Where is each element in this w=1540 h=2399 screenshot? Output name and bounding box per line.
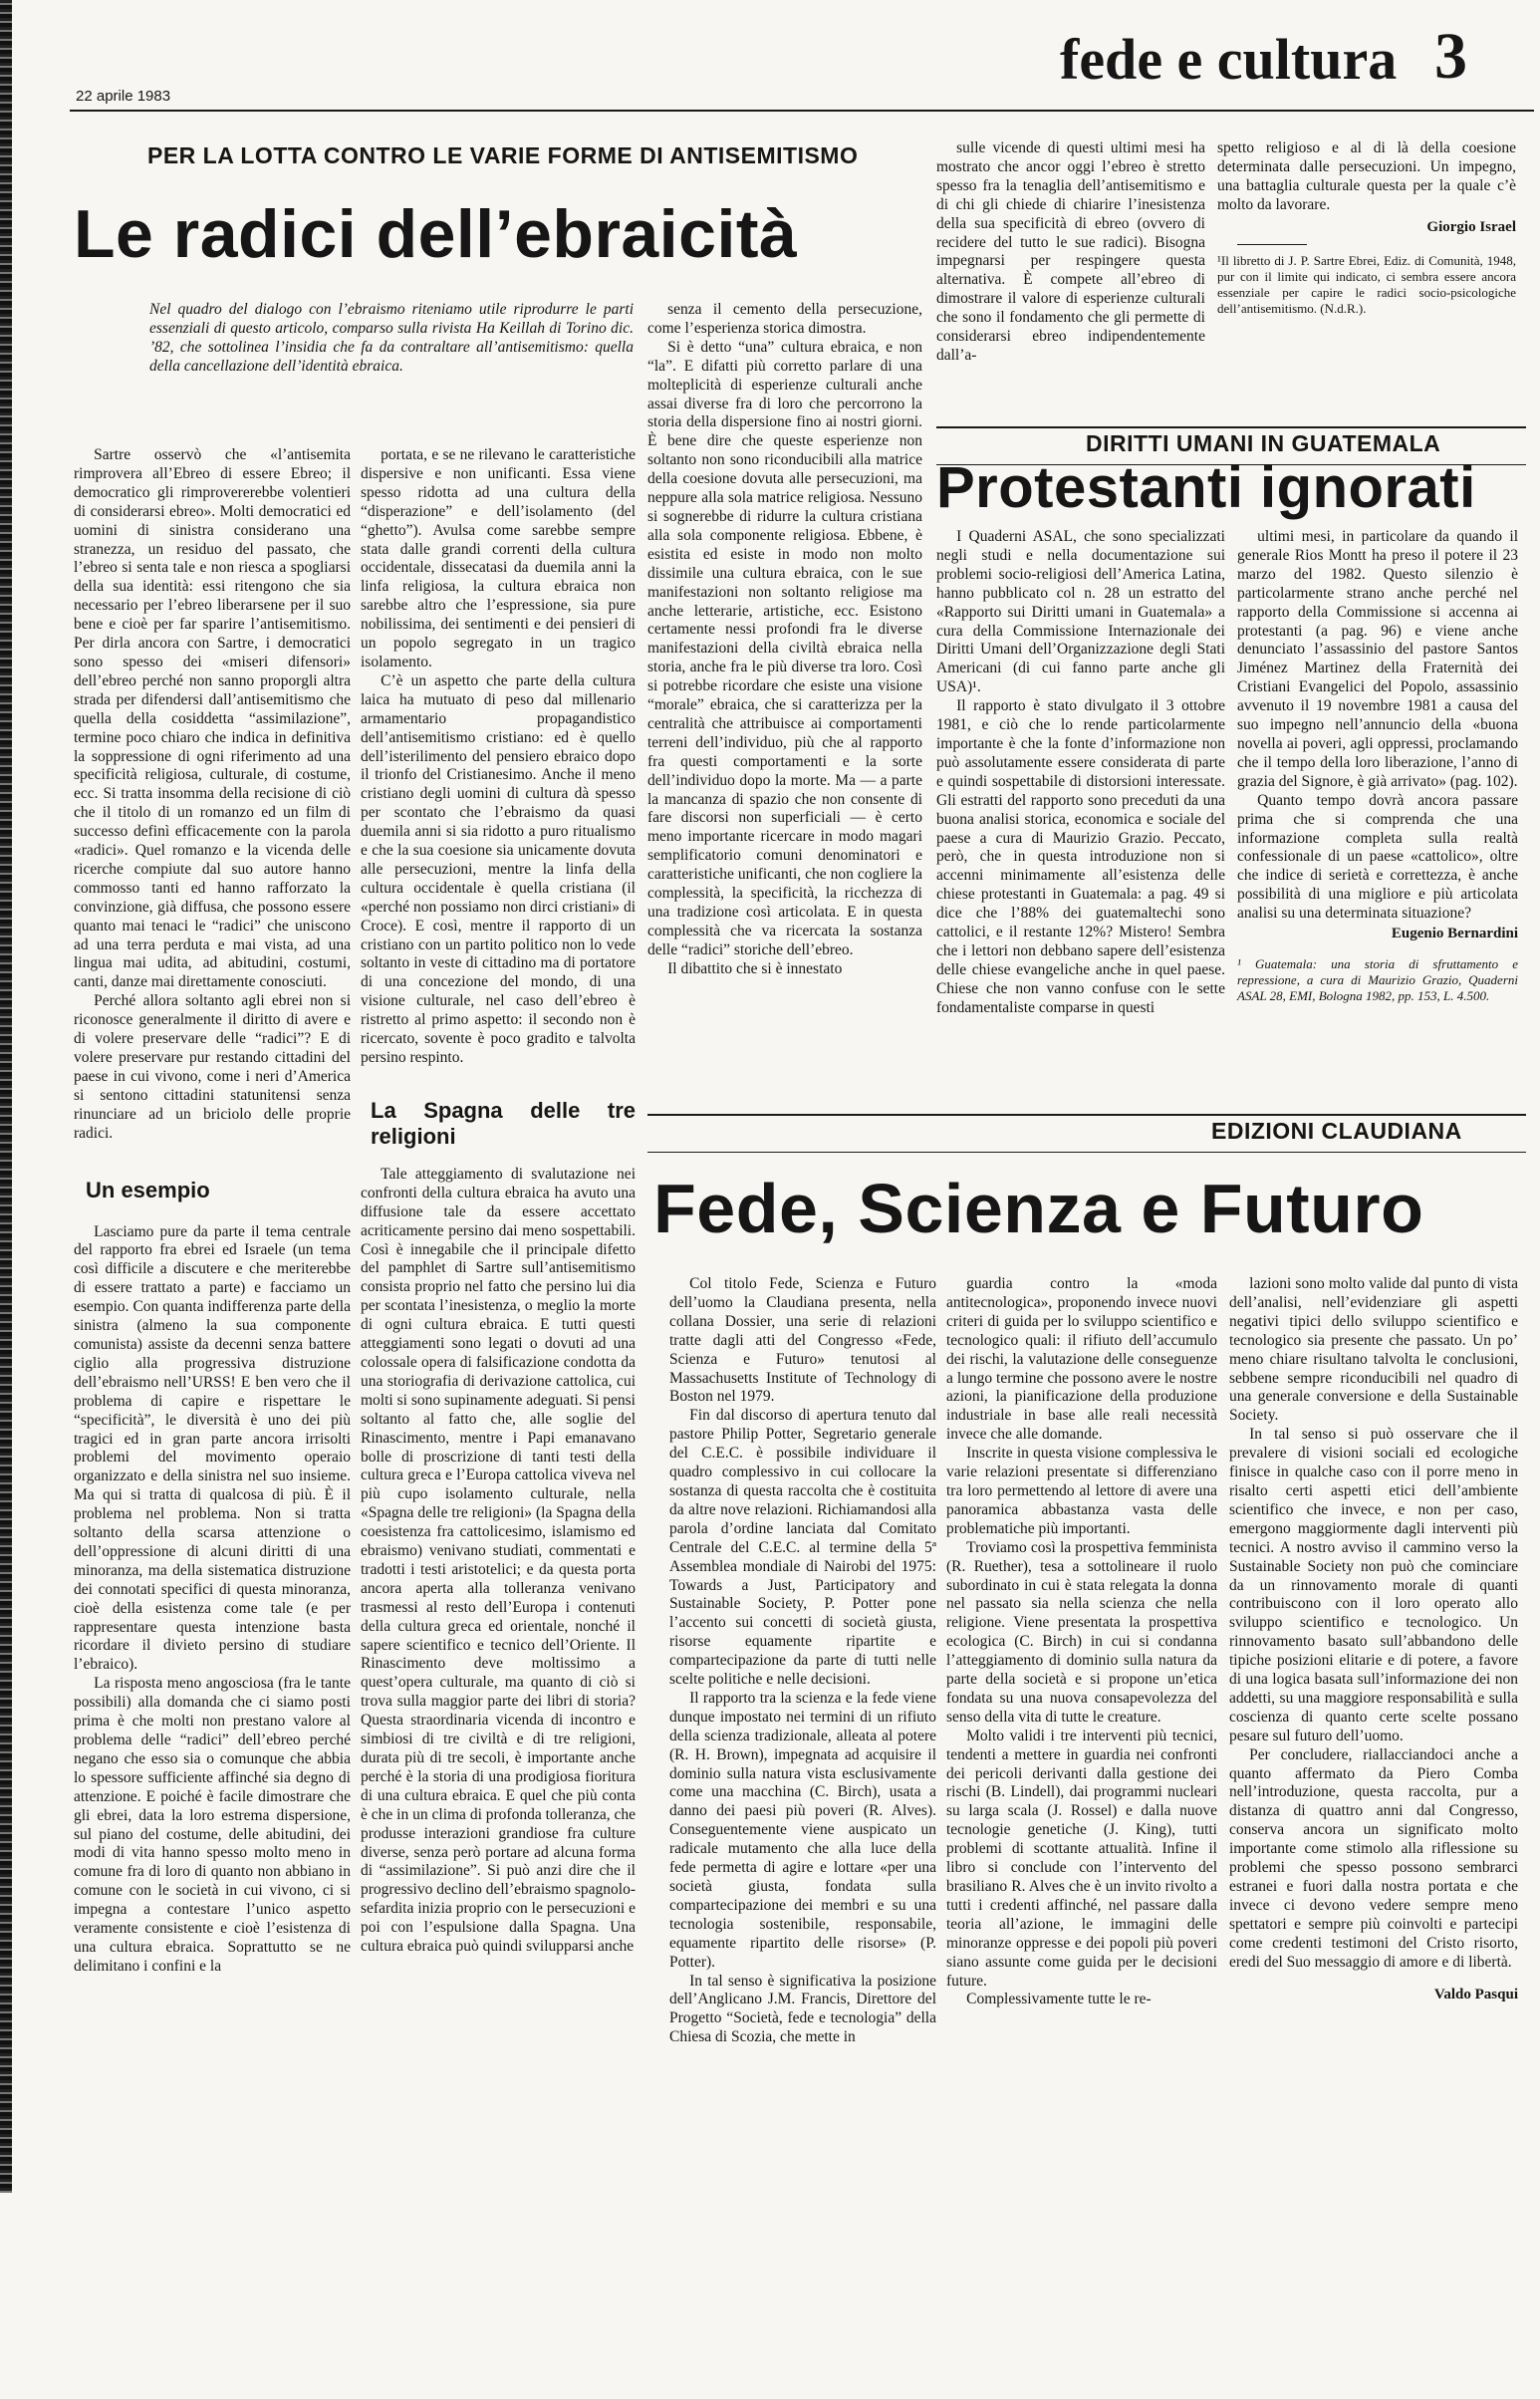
article2-column-2-text	[1237, 528, 1518, 924]
article1-column-2	[361, 446, 636, 2399]
paragraph: Quanto tempo dovrà ancora passare prima che si comprenda che una informazione completa sulla realtà confessionale di un paese «cattolico», oltre che indice di serietà e correttezza, è anche possibilità di una migliore e più articolata analisi su una determinata situazione?	[1237, 791, 1518, 923]
article3-column-1	[669, 1275, 936, 2152]
article2-kicker: DIRITTI UMANI IN GUATEMALA	[1086, 430, 1441, 456]
paragraph: Il dibattito che si è innestato	[667, 959, 843, 977]
paragraph: ultimi mesi, in particolare da quando il generale Rios Montt ha preso il potere il 23 marzo del 1982. Questo silenzio è particolarmente strano anche perché nel rapporto della Commissione si accenna ai protestanti (a pag. 96) e viene anche denunciato l’assassinio del pastore Santos Jiménez Martinez della Fraternità dei Cristiani Evangelici del Popolo, assassinio avvenuto il 19 novembre 1981 a causa del suo impegno nell’annuncio della «buona novella ai poveri, agli oppressi, proclamando che il tempo della loro liberazione, l’anno di grazia del Signore, è già arrivato» (pag. 102).	[1237, 528, 1518, 790]
article1-column-4	[936, 139, 1205, 428]
paragraph: portata, e se ne rilevano le caratteristiche dispersive e non unificanti. Essa viene spesso ridotta ad una cultura della “disperazione” e dell’isolamento (del “ghetto”). Avulsa come sarebbe sempre stata dalle grandi correnti della cultura occidentale, dissecatasi da duemila anni la linfa religiosa, la cultura ebraica non sarebbe altro che l’espressione, sia pure nobilissima, dei sentimenti e dei pensieri di un popolo segregato in un tragico isolamento.	[361, 446, 636, 670]
paragraph: Inscrite in questa visione complessiva le varie relazioni presentate si differenziano tra loro permettendo al lettore di avere una panoramica abbastanza vasta delle problematiche più importanti.	[946, 1445, 1217, 1537]
article1-title: Le radici dell’ebraicità	[74, 196, 798, 272]
article3-kicker-rule	[647, 1152, 1526, 1153]
article1-subhead-1: Un esempio	[86, 1177, 210, 1202]
masthead-rule	[70, 110, 1534, 112]
article1-footnote: ¹Il libretto di J. P. Sartre Ebrei, Ediz. di Comunità, 1948, pur con il limite qui indicato, ci sembra essere ancora essenziale per capire le radici socio-psicologiche dell’antisemitismo. (N.d.R.).	[1217, 252, 1516, 316]
footnote-rule	[1237, 244, 1307, 245]
issue-date: 22 aprile 1983	[76, 88, 171, 105]
paragraph: Perché allora soltanto agli ebrei non si riconosce generalmente il diritto di avere e di volere preservare delle “radici”? E di volere preservare pur restando cittadini del paese in cui vivono, come i neri d’America si sentono cittadini statunitensi senza rinunciare ad un briciolo delle proprie radici.	[74, 992, 351, 1142]
paragraph: La risposta meno angosciosa (fra le tante possibili) alla domanda che ci siamo posti prima è che molti non prestano valore al problema delle “radici” dell’ebreo perché negano che esso sia o comunque che abbia lo spessore sufficiente affinché sia degno di attenzione. E poiché è facile dimostrare che gli ebrei, data la loro estrema dispersione, sul piano del costume, delle abitudini, dei modi di vita hanno spesso molto meno in comune fra di loro di quanto non abbiano in comune con le società in cui vivono, ci si impegna a contestare l’unico aspetto veramente consistente e cioè l’esistenza di una cultura ebraica. Soprattutto se ne delimitano i confini e la	[74, 1675, 351, 1975]
article2-title: Protestanti ignorati	[936, 455, 1476, 520]
paragraph: Il rapporto tra la scienza e la fede viene dunque impostato nei termini di un rifiuto della scienza tradizionale, alleata al potere (R. H. Brown), impegnata ad acquisire il dominio sulla natura vista esclusivamente come una macchina (C. Birch), usata a danno dei paesi più poveri (R. Alves). Conseguentemente viene auspicato un radicale mutamento che alla luce della fede permetta di agire e lottare «per una società giusta, fondata sulla compartecipazione dei membri e su una tecnologia sostenibile, responsabile, equamente ripartito delle risorse» (P. Potter).	[669, 1689, 936, 1971]
paragraph: C’è un aspetto che parte della cultura laica ha mutuato di peso dal millenario armamentario propagandistico dell’antisemitismo cristiano: ed è quello dell’isterilimento del pensiero ebraico dopo il trionfo del Cristianesimo. Anche il meno cristiano degli uomini di cultura dà spesso per scontato che l’ebraismo da quasi duemila anni si sia ridotto a puro ritualismo e che la sua coesione sia unicamente dovuta alle persecuzioni, mentre la linfa della cultura occidentale è quella cristiana (il «perché non possiamo non dirci cristiani» di Croce). E così, mentre il rapporto di un cristiano con un partito politico non lo vede soltanto in veste di cittadino ma di portatore di una concezione del mondo, di una visione culturale, nel caso dell’ebreo è ristretto al primo aspetto: il secondo non è ricercato, sovente è poco gradito e talvolta persino respinto.	[361, 671, 636, 1066]
article3-column-3-text	[1229, 1275, 1518, 1973]
article2-signature: Eugenio Bernardini	[1391, 926, 1518, 942]
paragraph: Il rapporto è stato divulgato il 3 ottobre 1981, e ciò che lo rende particolarmente importante è che la fonte d’informazione non può assolutamente essere considerata di parte e quindi sospettabile di distorsioni interessate. Gli estratti del rapporto sono preceduti da una buona analisi storica, economica e sociale del paese a cura di Maurizio Grazio. Peccato, però, che in questa introduzione non si accenni minimamente all’esistenza delle chiese protestanti in Guatemala: a pag. 49 si dice che l’88% dei guatemaltechi sono cattolici, e il restante 12%? Mistero! Sembra che i lettori non debbano sapere dell’esistenza delle chiese evangeliche anche in quel paese. Chiese che non vanno confuse con le sette fondamentaliste comparse in questi	[936, 697, 1225, 1016]
paragraph: I Quaderni ASAL, che sono specializzati negli studi e nella documentazione sui problemi socio-religiosi dell’America Latina, hanno pubblicato col n. 28 un estratto del «Rapporto sui Diritti umani in Guatemala» a cura della Commissione Internazionale dei Diritti Umani dell’Organizzazione degli Stati Americani (di cui fanno parte anche gli USA)¹.	[936, 528, 1225, 696]
paragraph: Molto validi i tre interventi più tecnici, tendenti a mettere in guardia nei confronti dei pericoli derivanti dalla gestione dei rischi (B. Lindell), dai programmi nucleari su larga scala (J. Rossel) e dalla nuove tecnologie genetiche (J. King), tutti problemi di scottante attualità. Infine il libro si conclude con l’intervento del brasiliano R. Alves che è un invito rivolto a tutti i credenti affinché, nel passare dalla teoria all’azione, le immagini delle minoranze oppresse e dei popoli più poveri siano assunte come guida per le decisioni future.	[946, 1727, 1217, 1990]
scan-edge	[0, 0, 12, 2193]
paragraph: sulle vicende di questi ultimi mesi ha mostrato che ancor oggi l’ebreo è stretto spesso fra la tenaglia dell’antisemitismo e di chi gli chiede di chiarire l’inesistenza della sua specificità di ebreo (ovvero di recidere del tutto le sue radici). Bisogna impegnarsi per respingere questa alternativa. È compete all’ebreo di dimostrare il valore di esperienze culturali che sono il fondamento che gli permette di considerarsi ebreo indipendentemente dall’a-	[936, 139, 1205, 364]
article2-top-rule	[936, 426, 1526, 428]
page-number: 3	[1434, 20, 1467, 93]
article3-top-rule	[647, 1114, 1526, 1116]
article1-subhead-2: La Spagna delle tre religioni	[371, 1097, 636, 1149]
article2-column-2	[1237, 528, 1518, 1004]
paragraph: spetto religioso e al di là della coesione determinata dalle persecuzioni. Un impegno, una battaglia culturale questa per la quale c’è molto da lavorare.	[1217, 139, 1516, 213]
article1-intro: Nel quadro del dialogo con l’ebraismo riteniamo utile riprodurre le parti essenziali di questo articolo, comparso sulla rivista Ha Keillah di Torino dic. ’82, che sottolinea l’insidia che fa da contraltare all’antisemitismo: quella della cancellazione dell’identità ebraica.	[149, 301, 634, 375]
article1-column-1	[74, 446, 351, 2399]
paragraph: Troviamo così la prospettiva femminista (R. Ruether), tesa a sottolineare il ruolo subordinato in cui è stata relegata la donna nel passato sia nella scienza che nella religione. Viene presentata la prospettiva ecologica (C. Birch) in cui si condanna l’atteggiamento di dominio sulla natura da parte della società e si propone un’etica fondata su una nuova consapevolezza del senso della vita di tutte le creature.	[946, 1538, 1217, 1726]
article1-column-3	[647, 301, 922, 1118]
paragraph: guardia contro la «moda antitecnologica», proponendo invece nuovi criteri di guida per lo sviluppo scientifico e tecnologico quali: il rifiuto dell’accumulo dei rischi, la valutazione delle conseguenze a lungo termine che possono avere le nostre azioni, la pianificazione della produzione industriale in base alle reali necessità invece che alle domande.	[946, 1275, 1217, 1444]
article3-signature: Valdo Pasqui	[1433, 1986, 1518, 2002]
paragraph: In tal senso si può osservare che il prevalere di visioni sociali ed ecologiche finisce in qualche caso con il porre meno in risalto certi aspetti etici dell’ambiente scientifico che invece, e non per caso, emergono maggiormente dagli interventi più tecnici. A nostro avviso il cammino verso la Sustainable Society non può che cominciare da un rinnovamento morale di quanti contribuiscono con il loro operato allo sviluppo scientifico e tecnologico. Un rinnovamento basato sull’abbandono delle tipiche posizioni elitarie e di potere, a favore di una logica basata sull’informazione dei non addetti, su una maggiore responsabilità e sulla coscienza di quanto certe scelte possano pesare sul futuro dell’uomo.	[1229, 1426, 1518, 1744]
article3-column-3	[1229, 1275, 1518, 2003]
paragraph: Lasciamo pure da parte il tema centrale del rapporto fra ebrei ed Israele (un tema così difficile a discutere e che meriterebbe di essere trattato a parte) e facciamo un esempio. Con quanta indifferenza parte della sinistra (almeno la sua componente comunista) assiste da decenni senza battere ciglio alla progressiva distruzione dell’ebraismo nell’URSS! E ben vero che il problema di capire e rispettare le “specificità”, le diversità è uno dei più tragici ed in gran parte ancora irrisolti problemi del movimento operaio organizzato e della sinistra nel suo insieme. Ma qui si tratta di qualcosa di più. È il problema nel problema. Non si tratta soltanto della scarsa attenzione o dell’oppressione di alcuni diritti di una minoranza, ma della sistematica distruzione dei connotati specifici di questa minoranza, cioè della esistenza come tale (e per rappresentare questa intenzione basta ricordare il divieto persino di studiare l’ebraico).	[74, 1222, 351, 1674]
paragraph: Complessivamente tutte le re-	[966, 1991, 1152, 2008]
paragraph: In tal senso è significativa la posizione dell’Anglicano J.M. Francis, Direttore del Progetto “Società, fede e tecnologia” della Chiesa di Scozia, che mette in	[669, 1972, 936, 2046]
paragraph: Sartre osservò che «l’antisemita rimprovera all’Ebreo di essere Ebreo; il democratico gli rimprovererebbe volentieri di considerarsi ebreo». Molti democratici ed uomini di sinistra considerano una stranezza, un residuo del passato, che l’ebreo si senta tale e non riesca a spogliarsi della sua identità: essi ritengono che sia necessario per l’ebreo liberarsene per il suo bene e cioè per far sparire l’antisemitismo. Per dirla ancora con Sartre, i democratici sono spesso dei «miseri difensori» dell’ebreo perché non sanno proporgli altra strada per difendersi dall’antisemitismo che quella della cosiddetta “assimilazione”, termine poco chiaro che indica in definitiva la soppressione di ogni riferimento ad una specificità religiosa, culturale, di costume, ecc. Si tratta insomma della recisione di ciò che il titolo di un romanzo ed un film di successo definì efficacemente con la parola «radici». Quel romanzo e la vicenda delle ricerche compiute dal suo autore hanno commosso tanti ed hanno rafforzato la convinzione, già diffusa, che possono essere quanto mai tenaci le “radici” che uniscono ad una terra perduta e mai vista, ad una lingua mai udita, ad abitudini, costumi, canti, danze mai direttamente conosciuti.	[74, 446, 351, 991]
article3-title: Fede, Scienza e Futuro	[653, 1170, 1424, 1247]
article2-column-1	[936, 528, 1225, 1086]
article1-column-5	[1217, 139, 1516, 317]
paragraph: Si è detto “una” cultura ebraica, e non “la”. E difatti più corretto parlare di una molteplicità di esperienze culturali anche assai diverse fra di loro che percorrono la storia della dispersione fino ai nostri giorni. È bene dire che queste esperienze non soltanto non sono riconducibili alla matrice della coesione dovuta alle persecuzioni, ma neppure alla sola matrice religiosa. Nessuno si sognerebbe di ridurre la cultura cristiana alla sola componente religiosa. Ebbene, è esistita ed esiste in modo non molto dissimile una cultura ebraica, con le sue manifestazioni non soltanto religiose ma anche letterarie, artistiche, ecc. Esistono certamente nessi profondi fra le diverse manifestazioni della civiltà ebraica nella storia, anche fra le più diverse tra loro. Così si potrebbe ricordare che esiste una visione “morale” ebraica, che si caratterizza per la centralità che attribuisce ai comportamenti terreni dell’individuo, più che al rapporto fra questi comportamenti e la sorte dell’individuo dopo la morte. Ma — a parte la mancanza di spazio che non consente di fare discorsi non superficiali — è certo meno importante ricercare in modo magari semplificatorio comuni denominatori e caratteristiche unificanti, che non cogliere la complessità, la specificità, la ricchezza di una tradizione così articolata. E in questa complessità che va ricercata la sostanza delle “radici” storiche dell’ebreo.	[647, 338, 922, 958]
article3-kicker: EDIZIONI CLAUDIANA	[1211, 1118, 1462, 1144]
article1-kicker: PER LA LOTTA CONTRO LE VARIE FORME DI ANTISEMITISMO	[147, 142, 859, 168]
paragraph: Tale atteggiamento di svalutazione nei confronti della cultura ebraica ha avuto una diffusione tale da essere accettato acriticamente persino dai meno sospettabili. Così è innegabile che il principale difetto del pamphlet di Sartre sull’antisemitismo consista proprio nel fatto che persino lui dia per scontata l’inesistenza, o meglio la morte di ogni cultura ebraica. E tutti questi atteggiamenti sono legati o dovuti ad una colossale opera di falsificazione condotta da una storiografia di derivazione cattolica, cui molti si sono supinamente adeguati. Si pensi soltanto al fatto che, alle soglie del Rinascimento, mentre i Papi emanavano bolle di proscrizione di tanti testi della cultura greca e l’Europa cattolica viveva nel più cupo isolamento culturale, nella «Spagna delle tre religioni» (la Spagna della coesistenza fra cattolicesimo, islamismo ed ebraismo) venivano studiati, commentati e tradotti i testi aristotelici; e da questa porta ancora aperta alla tolleranza venivano trasmessi al resto dell’Europa i contenuti della cultura greca ed orientale, nonché il sapere scientifico e tecnico dell’Oriente. Il Rinascimento deve moltissimo a quest’opera culturale, ma quanto di ciò si trova sulla maggior parte dei libri di storia? Questa straordinaria vicenda di incontro e simbiosi di tre civiltà e di tre religioni, durata più di tre secoli, è importante anche perché è la storia di una prodigiosa fioritura di una cultura ebraica. E quel che più conta è che in un clima di profonda tolleranza, che produsse interazioni grandiose fra culture diverse, senza però portare ad alcuna forma di “assimilazione”. Si può anzi dire che il progressivo declino dell’ebraismo spagnolo-sefardita inizia proprio con le persecuzioni e poi con l’espulsione dalla Spagna. Una cultura ebraica può quindi svilupparsi anche	[361, 1165, 636, 1956]
paragraph: Per concludere, riallacciandoci anche a quanto affermato da Piero Comba nell’introduzione, questa raccolta, pur a distanza di quattro anni dal Congresso, conserva ancora un significato molto importante come stimolo alla riflessione su problemi che spesso possono sembrarci estranei e fuori dalla nostra portata e che invece ci devono vedere sempre meno spettatori e sempre più coinvolti e partecipi come credenti testimoni del Cristo risorto, eredi del Suo messaggio di amore e di libertà.	[1229, 1745, 1518, 1971]
article1-signature: Giorgio Israel	[1426, 218, 1516, 235]
article3-column-2	[946, 1275, 1217, 2172]
paragraph: Fin dal discorso di apertura tenuto dal pastore Philip Potter, Segretario generale del C.E.C. è possibile individuare il quadro complessivo in cui collocare la sostanza di questa raccolta che è costituita da altre nove relazioni. Richiamandosi alla parola d’ordine lanciata dal Comitato Centrale del C.E.C. al termine della 5ª Assemblea mondiale di Nairobi del 1975: Towards a Just, Participatory and Sustainable Society, P. Potter pone l’accento sui concetti di società giusta, risorse equamente ripartite e compartecipazione da parte di tutti nelle scelte politiche e nelle decisioni.	[669, 1407, 936, 1689]
section-title: fede e cultura	[1060, 27, 1398, 92]
paragraph: lazioni sono molto valide dal punto di vista dell’analisi, nell’evidenziare gli aspetti negativi tipici dello sviluppo scientifico e tecnologico sia presente che passato. Un po’ meno chiare risultano talvolta le conclusioni, sebbene sempre riconducibili nel quadro di una generale conversione e della Sustainable Society.	[1229, 1275, 1518, 1425]
article2-footnote: ¹ Guatemala: una storia di sfruttamento e repressione, a cura di Maurizio Grazio, Quaderni ASAL 28, EMI, Bologna 1982, pp. 153, L. 4.500.	[1237, 956, 1518, 1004]
paragraph: senza il cemento della persecuzione, come l’esperienza storica dimostra.	[647, 301, 922, 337]
paragraph: Col titolo Fede, Scienza e Futuro dell’uomo la Claudiana presenta, nella collana Dossier, una serie di relazioni tratte dagli atti del Congresso «Fede, Scienza e Futuro» tenutosi al Massachusetts Institute of Technology di Boston nel 1979.	[669, 1275, 936, 1406]
